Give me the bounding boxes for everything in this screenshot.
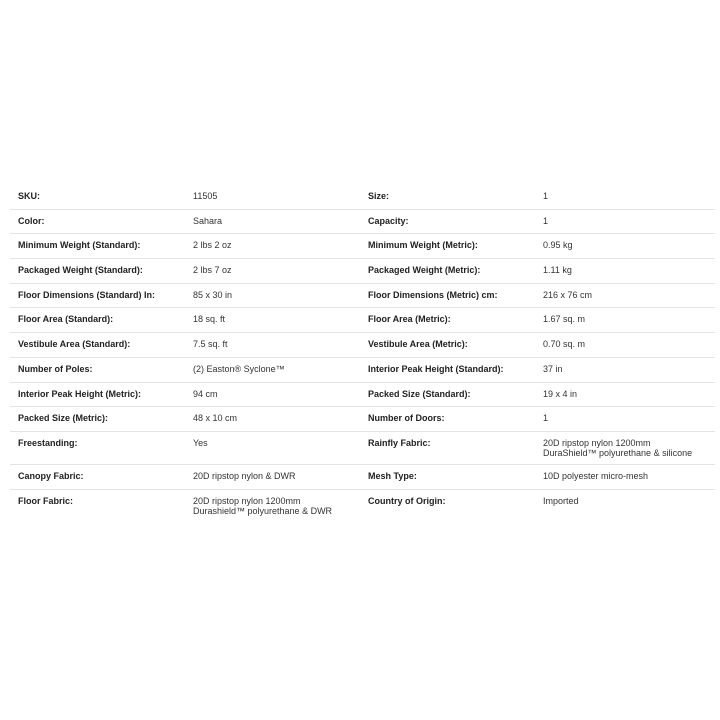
spec-value: 0.95 kg [543, 240, 573, 251]
spec-value: 1.67 sq. m [543, 314, 586, 325]
spec-label: Capacity: [368, 215, 409, 226]
spec-label: Color: [18, 215, 45, 226]
spec-label: Floor Area (Standard): [18, 314, 114, 325]
spec-label: Packaged Weight (Metric): [368, 265, 481, 276]
spec-label: Floor Dimensions (Standard) In: [18, 289, 156, 300]
spec-label: Floor Fabric: [18, 495, 74, 506]
spec-label: Packed Size (Standard): [368, 388, 471, 399]
spec-value: 20D ripstop nylon 1200mm Durashield™ polyurethane & DWR [193, 495, 333, 516]
spec-label: Vestibule Area (Metric): [368, 339, 468, 350]
spec-row-poles [10, 358, 715, 383]
spec-value: 48 x 10 cm [193, 413, 238, 424]
spec-label: Rainfly Fabric: [368, 437, 431, 448]
spec-label: Floor Area (Metric): [368, 314, 451, 325]
spec-row-floor-area [10, 308, 715, 333]
spec-row-color [10, 210, 715, 235]
spec-row-packed-size [10, 407, 715, 432]
spec-value: Yes [193, 437, 208, 448]
spec-value: 2 lbs 2 oz [193, 240, 232, 251]
spec-label: Freestanding: [18, 437, 78, 448]
spec-row-sku [10, 185, 715, 210]
spec-value: 7.5 sq. ft [193, 339, 228, 350]
spec-value: 94 cm [193, 388, 218, 399]
spec-row-canopy-fabric [10, 465, 715, 490]
spec-value: Sahara [193, 215, 223, 226]
spec-value: 1.11 kg [543, 265, 572, 276]
spec-row-freestanding [10, 432, 715, 465]
spec-value: 20D ripstop nylon & DWR [193, 470, 296, 481]
spec-label: Size: [368, 191, 390, 201]
spec-row-peak-height [10, 383, 715, 408]
spec-value: 2 lbs 7 oz [193, 265, 232, 276]
spec-value: 18 sq. ft [193, 314, 226, 325]
spec-label: SKU: [18, 191, 40, 201]
spec-label: Packed Size (Metric): [18, 413, 109, 424]
spec-label: Packaged Weight (Standard): [18, 265, 143, 276]
spec-row-vestibule-area [10, 333, 715, 358]
spec-label: Minimum Weight (Standard): [18, 240, 141, 251]
spec-label: Number of Poles: [18, 363, 93, 374]
spec-label: Interior Peak Height (Metric): [18, 388, 142, 399]
spec-label: Floor Dimensions (Metric) cm: [368, 289, 498, 300]
spec-value: 216 x 76 cm [543, 289, 593, 300]
spec-row-minimum-weight [10, 234, 715, 259]
spec-value: 85 x 30 in [193, 289, 233, 300]
spec-value: 10D polyester micro-mesh [543, 470, 649, 481]
spec-row-floor-fabric [10, 490, 715, 523]
spec-label: Mesh Type: [368, 470, 417, 481]
spec-value: 11505 [193, 191, 218, 201]
spec-row-packaged-weight [10, 259, 715, 284]
spec-value: Imported [543, 495, 579, 506]
spec-label: Vestibule Area (Standard): [18, 339, 131, 350]
spec-value: (2) Easton® Syclone™ [193, 363, 285, 374]
spec-value: 1 [543, 215, 549, 226]
spec-label: Interior Peak Height (Standard): [368, 363, 504, 374]
spec-value: 19 x 4 in [543, 388, 578, 399]
spec-value: 1 [543, 413, 549, 424]
spec-label: Country of Origin: [368, 495, 446, 506]
spec-value: 20D ripstop nylon 1200mm DuraShield™ polyurethane & silicone [543, 437, 693, 458]
spec-label: Minimum Weight (Metric): [368, 240, 478, 251]
spec-row-floor-dimensions [10, 284, 715, 309]
spec-label: Canopy Fabric: [18, 470, 84, 481]
spec-value: 1 [543, 191, 549, 201]
spec-label: Number of Doors: [368, 413, 445, 424]
spec-value: 37 in [543, 363, 563, 374]
spec-value: 0.70 sq. m [543, 339, 586, 350]
spec-table [10, 185, 715, 523]
